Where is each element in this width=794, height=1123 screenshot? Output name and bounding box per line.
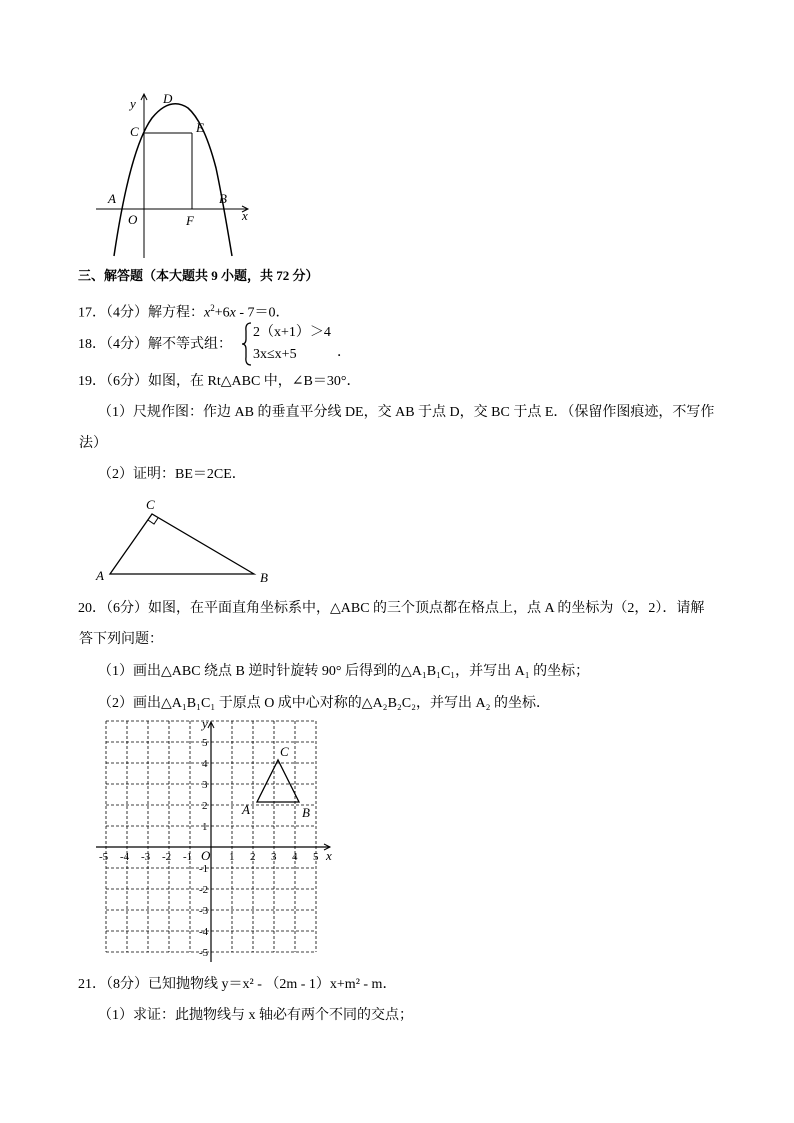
question-18: 18．（4分）解不等式组： [78, 337, 232, 352]
label-b: B [219, 191, 227, 206]
q17-d: - 7＝0． [235, 305, 290, 321]
label-x: x [242, 208, 248, 223]
question-17 [78, 298, 290, 324]
label-a: A [108, 191, 116, 206]
y-tick-label: -5 [199, 947, 209, 959]
label-e: E [196, 120, 204, 135]
q17-b: +6 [214, 305, 230, 321]
question-19: 19．（6分）如图，在 Rt△ABC 中，∠B＝30°． [78, 374, 361, 389]
x-tick-label: 1 [229, 851, 235, 863]
label-a: A [242, 802, 250, 817]
x-tick-label: -1 [183, 851, 193, 863]
y-tick-label: 5 [202, 737, 208, 749]
triangle-abc [257, 760, 299, 802]
triangle-abc [110, 514, 254, 574]
q18-period: ． [337, 345, 351, 360]
label-f: F [186, 213, 194, 228]
triangle-figure [92, 496, 278, 588]
x-tick-label: 5 [313, 851, 319, 863]
coordinate-grid-figure [92, 714, 342, 966]
inequality-system [241, 321, 351, 367]
label-o: O [201, 848, 211, 863]
q17-label: 17．（4分）解方程： [78, 305, 204, 321]
q17-sup: 2 [210, 303, 215, 313]
inequality-2: 3x≤x+5 [253, 347, 297, 362]
label-a: A [96, 568, 104, 583]
q17-x2: x [229, 305, 236, 321]
label-y: y [130, 96, 136, 111]
label-b: B [302, 805, 310, 820]
label-b: B [260, 570, 268, 585]
y-tick-label: 4 [202, 758, 208, 770]
x-tick-label: -5 [99, 851, 109, 863]
y-tick-label: 2 [202, 800, 208, 812]
question-20-line2: 答下列问题： [79, 632, 163, 647]
label-d: D [163, 91, 173, 106]
x-tick-label: -2 [162, 851, 172, 863]
x-tick-label: -3 [141, 851, 151, 863]
label-x: x [326, 848, 332, 863]
x-tick-label: 4 [292, 851, 298, 863]
x-tick-label: 2 [250, 851, 256, 863]
x-tick-label: -4 [120, 851, 130, 863]
q19-part1-line2: 法） [79, 436, 107, 451]
parabola-figure [92, 88, 260, 262]
q20-part1: （1）画出△ABC 绕点 B 逆时针旋转 90° 后得到的△A₁B₁C₁，并写出 A₁ 的坐标； [98, 664, 590, 679]
q19-part1-line1: （1）尺规作图：作边 AB 的垂直平分线 DE，交 AB 于点 D，交 BC 于点 E．（保留作图痕迹，不写作 [98, 405, 715, 420]
label-c: C [130, 124, 139, 139]
x-tick-label: 3 [271, 851, 277, 863]
q19-part2: （2）证明：BE＝2CE． [98, 467, 246, 482]
y-tick-label: 3 [202, 779, 208, 791]
q21-part1: （1）求证：此抛物线与 x 轴必有两个不同的交点； [98, 1008, 413, 1023]
question-21: 21．（8分）已知抛物线 y＝x² - （2m - 1）x+m² - m． [78, 977, 397, 992]
section-heading: 三、解答题（本大题共 9 小题，共 72 分） [78, 268, 319, 283]
label-c: C [280, 744, 289, 759]
y-tick-label: -2 [199, 884, 209, 896]
q20-part2: （2）画出△A₁B₁C₁ 于原点 O 成中心对称的△A₂B₂C₂，并写出 A₂ 的坐标． [98, 696, 550, 711]
inequality-1: 2（x+1）＞4 [253, 325, 331, 340]
right-angle-mark [148, 518, 158, 524]
y-tick-label: -1 [199, 863, 209, 875]
q17-x: x [204, 305, 211, 321]
y-tick-label: -3 [199, 905, 209, 917]
label-o: O [128, 212, 138, 227]
label-y: y [202, 716, 208, 731]
label-c: C [146, 497, 155, 512]
brace-symbol [241, 321, 253, 367]
y-tick-label: 1 [202, 821, 208, 833]
question-20-line1: 20．（6分）如图，在平面直角坐标系中，△ABC 的三个顶点都在格点上，点 A 的坐标为（2，2）．请解 [78, 601, 705, 616]
y-tick-label: -4 [199, 926, 209, 938]
